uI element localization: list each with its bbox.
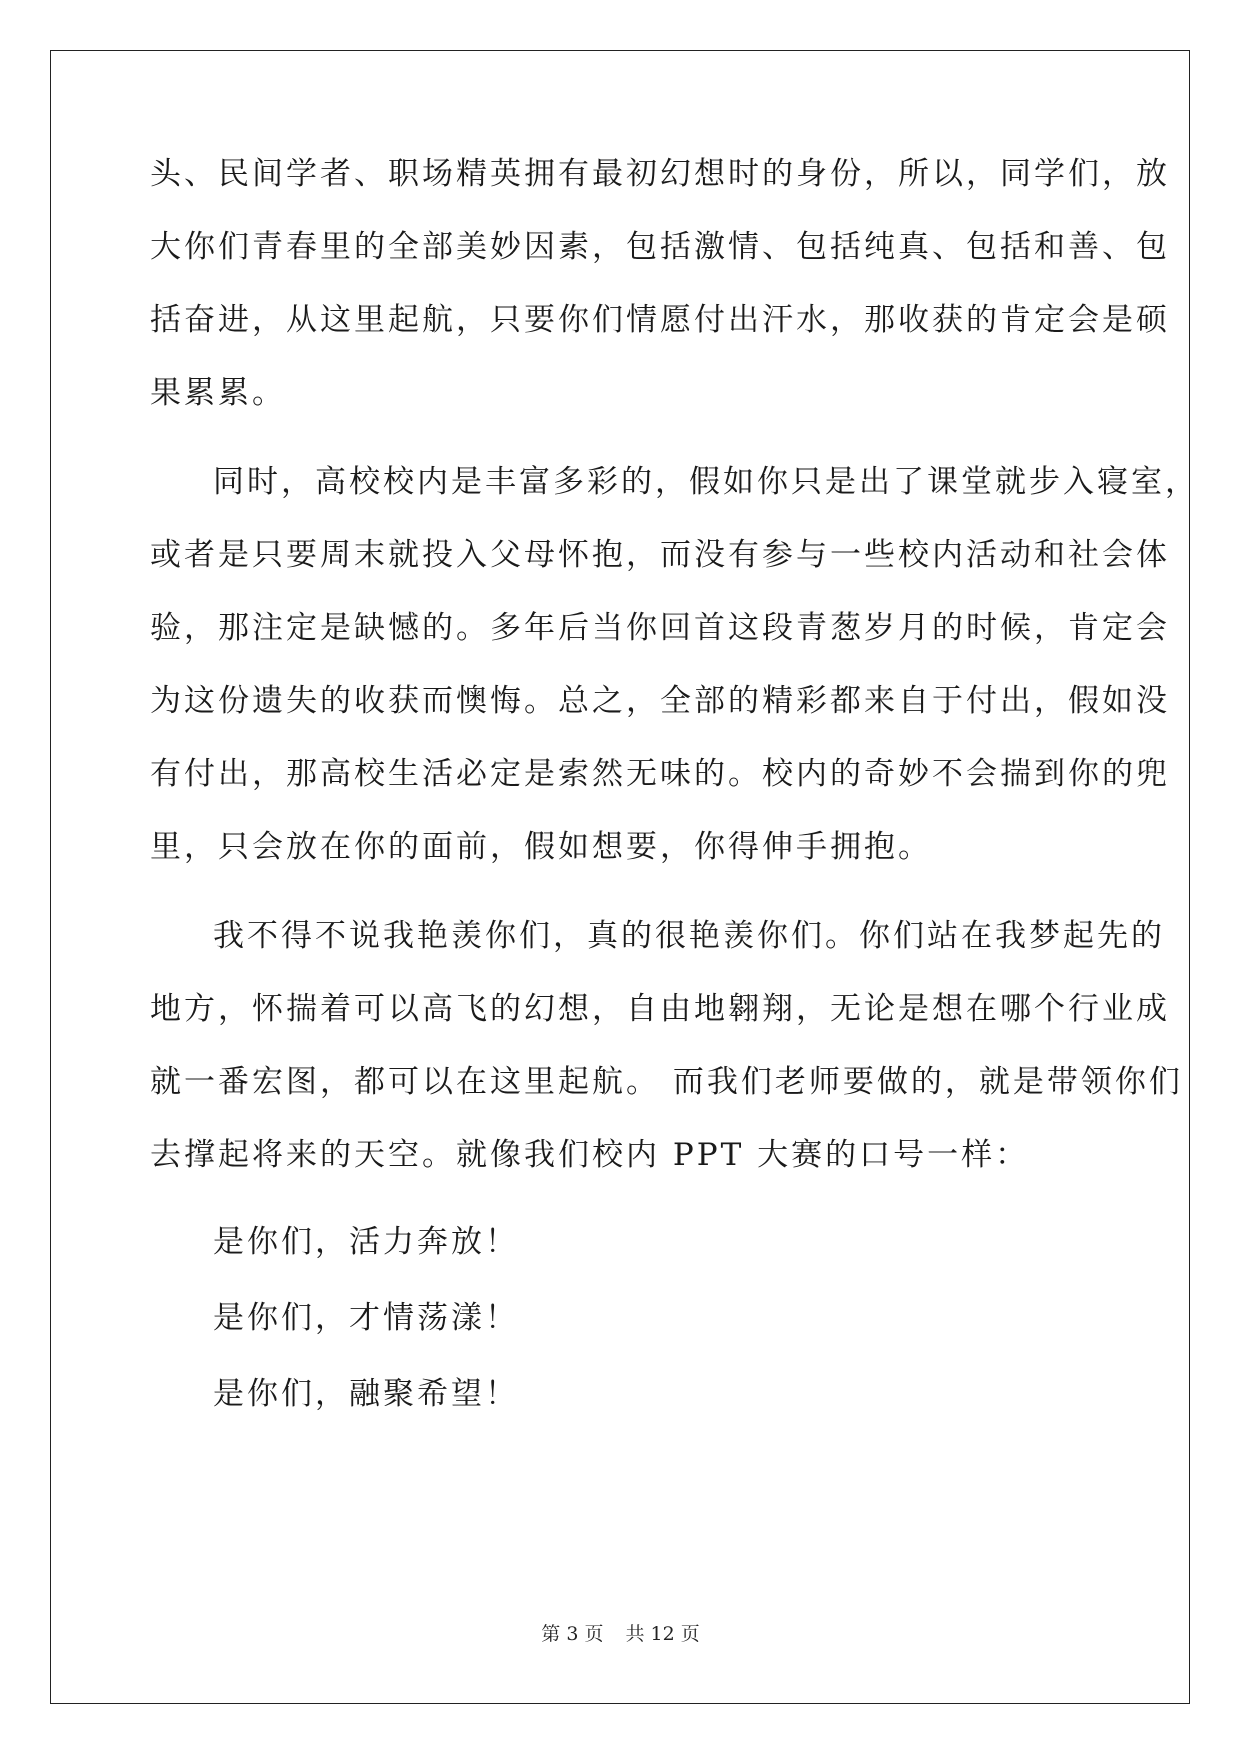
paragraph-2-line-3: 验，那注定是缺憾的。多年后当你回首这段青葱岁月的时候，肯定会 xyxy=(150,610,1170,646)
paragraph-2-line-6: 里，只会放在你的面前，假如想要，你得伸手拥抱。 xyxy=(150,829,932,865)
paragraph-1-line-2: 大你们青春里的全部美妙因素，包括激情、包括纯真、包括和善、包 xyxy=(150,229,1170,265)
paragraph-1-line-1: 头、民间学者、职场精英拥有最初幻想时的身份，所以，同学们，放 xyxy=(150,156,1170,192)
page-footer xyxy=(0,1622,1241,1646)
paragraph-2-line-4: 为这份遗失的收获而懊悔。总之，全部的精彩都来自于付出，假如没 xyxy=(150,683,1170,719)
paragraph-2-line-2: 或者是只要周末就投入父母怀抱，而没有参与一些校内活动和社会体 xyxy=(150,537,1170,573)
slogan-line-2: 是你们，才情荡漾！ xyxy=(213,1300,519,1336)
paragraph-3-line-4: 去撑起将来的天空。就像我们校内 PPT 大赛的口号一样： xyxy=(150,1137,1030,1173)
slogan-line-3: 是你们，融聚希望！ xyxy=(213,1376,519,1412)
page-total: 共 12 页 xyxy=(625,1623,700,1645)
paragraph-3-line-1: 我不得不说我艳羡你们，真的很艳羡你们。你们站在我梦起先的 xyxy=(213,918,1165,954)
paragraph-2-line-5: 有付出，那高校生活必定是索然无味的。校内的奇妙不会揣到你的兜 xyxy=(150,756,1170,792)
paragraph-3-line-3: 就一番宏图，都可以在这里起航。 而我们老师要做的，就是带领你们 xyxy=(150,1064,1183,1100)
paragraph-2-line-1: 同时，高校校内是丰富多彩的，假如你只是出了课堂就步入寝室， xyxy=(213,464,1199,500)
paragraph-3-line-2: 地方，怀揣着可以高飞的幻想，自由地翱翔，无论是想在哪个行业成 xyxy=(150,991,1170,1027)
page-number: 第 3 页 xyxy=(541,1623,604,1645)
paragraph-1-line-3: 括奋进，从这里起航，只要你们情愿付出汗水，那收获的肯定会是硕 xyxy=(150,302,1170,338)
paragraph-1-line-4: 果累累。 xyxy=(150,375,286,411)
page-border xyxy=(50,50,1190,1704)
slogan-line-1: 是你们，活力奔放！ xyxy=(213,1224,519,1260)
